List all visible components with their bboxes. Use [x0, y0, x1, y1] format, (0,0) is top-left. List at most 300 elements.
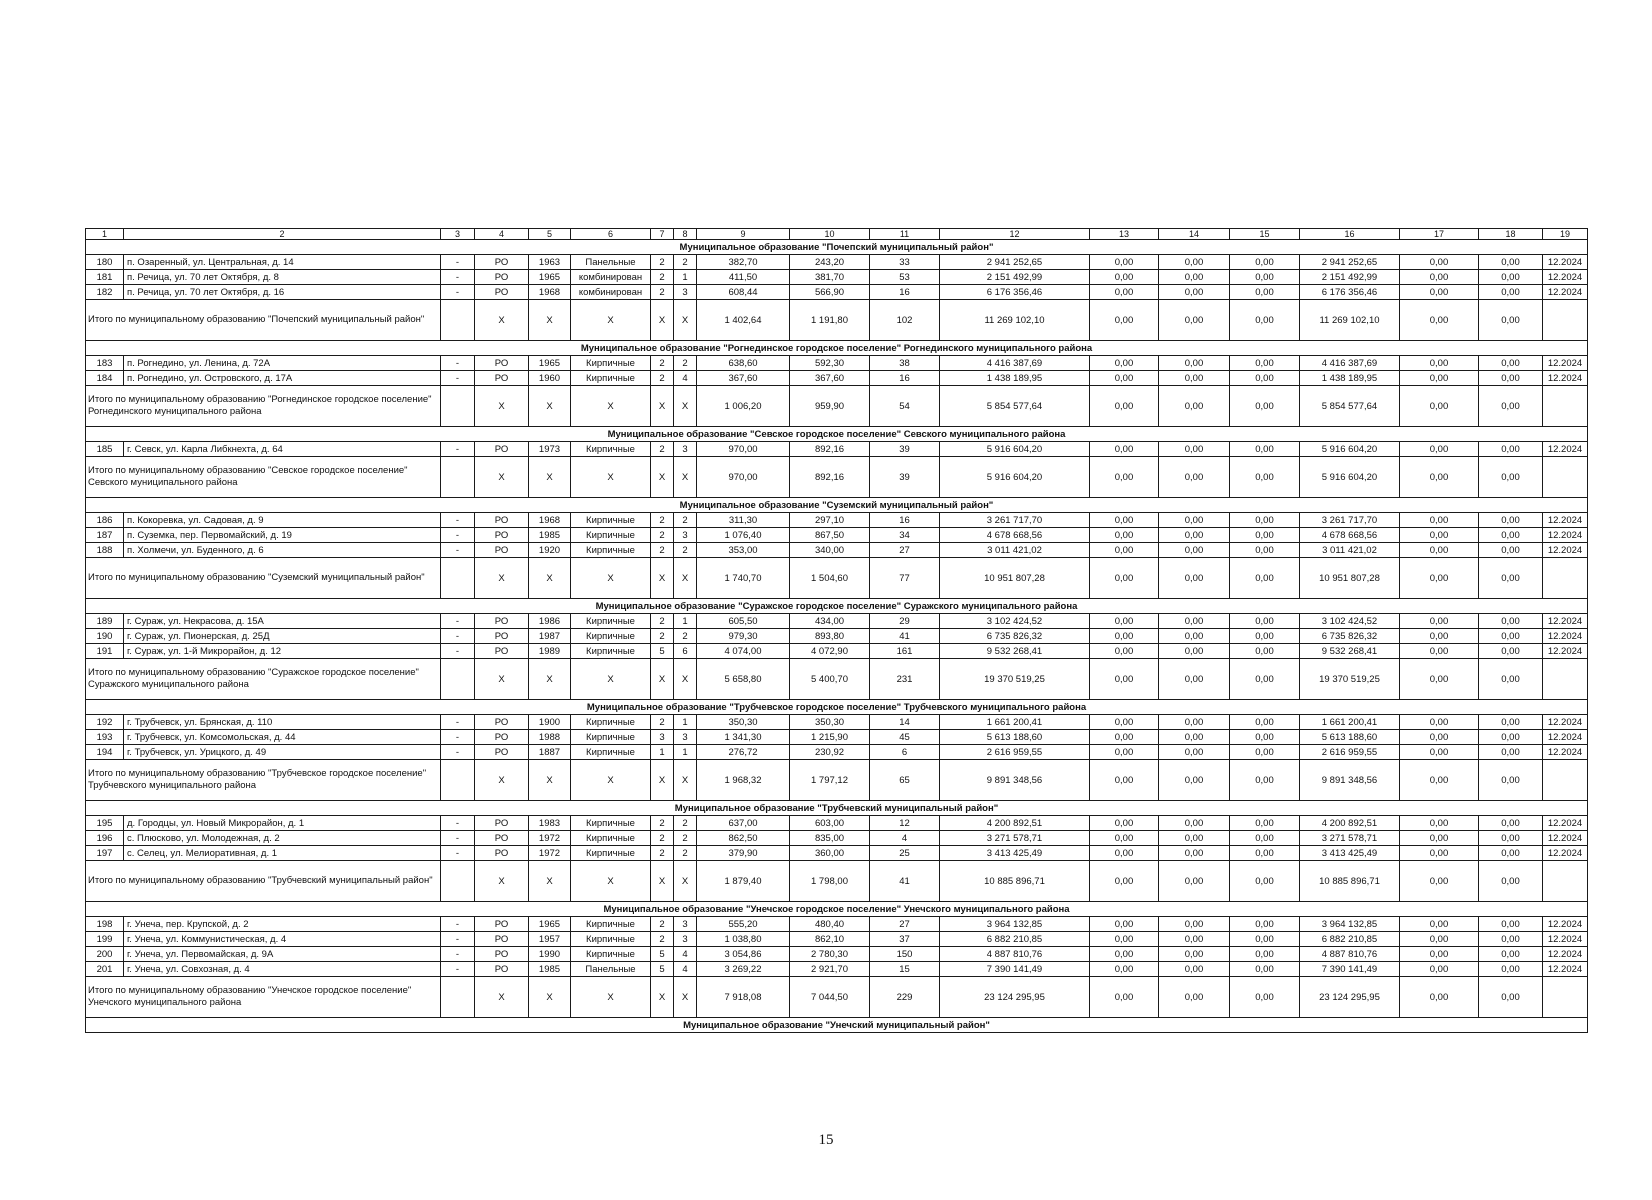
table-cell: -	[441, 528, 475, 543]
table-cell: 893,80	[790, 629, 870, 644]
total-cell: 5 916 604,20	[1300, 457, 1400, 498]
table-row	[86, 356, 1588, 371]
table-cell: Панельные	[571, 255, 651, 270]
address-cell: г. Сураж, ул. 1-й Микрорайон, д. 12	[124, 644, 441, 659]
total-cell: 0,00	[1479, 760, 1543, 801]
table-cell: 637,00	[697, 816, 790, 831]
total-cell: X	[571, 760, 651, 801]
total-cell: X	[529, 977, 571, 1018]
table-cell: 0,00	[1479, 543, 1543, 558]
column-number: 7	[651, 229, 674, 240]
total-cell: X	[529, 457, 571, 498]
total-cell: X	[475, 760, 529, 801]
table-cell: 311,30	[697, 513, 790, 528]
municipality-total-row	[86, 300, 1588, 341]
table-cell: 2 616 959,55	[940, 745, 1090, 760]
table-cell: 1968	[529, 285, 571, 300]
table-cell: 0,00	[1159, 629, 1230, 644]
total-cell: 0,00	[1230, 457, 1300, 498]
table-cell: 350,30	[697, 715, 790, 730]
table-cell: 12.2024	[1543, 932, 1588, 947]
table-cell: РО	[475, 932, 529, 947]
table-row	[86, 644, 1588, 659]
table-cell: 2	[674, 255, 697, 270]
table-cell: Кирпичные	[571, 932, 651, 947]
table-cell: РО	[475, 255, 529, 270]
address-cell: г. Трубчевск, ул. Брянская, д. 110	[124, 715, 441, 730]
table-cell: 14	[870, 715, 940, 730]
table-cell: 0,00	[1479, 270, 1543, 285]
table-cell: 0,00	[1400, 513, 1479, 528]
table-cell: 2	[651, 285, 674, 300]
total-cell	[1543, 300, 1588, 341]
total-cell: 970,00	[697, 457, 790, 498]
total-cell: 0,00	[1159, 558, 1230, 599]
table-cell: 3	[674, 932, 697, 947]
column-number: 14	[1159, 229, 1230, 240]
table-cell: 3	[674, 442, 697, 457]
table-cell: 1	[674, 745, 697, 760]
address-cell: с. Селец, ул. Мелиоративная, д. 1	[124, 846, 441, 861]
municipality-header-row	[86, 498, 1588, 513]
table-cell: 0,00	[1400, 356, 1479, 371]
table-cell: 360,00	[790, 846, 870, 861]
table-cell: 0,00	[1400, 528, 1479, 543]
address-cell: п. Холмечи, ул. Буденного, д. 6	[124, 543, 441, 558]
table-cell: 867,50	[790, 528, 870, 543]
table-cell: 37	[870, 932, 940, 947]
table-cell: 0,00	[1479, 629, 1543, 644]
table-cell: 2	[651, 255, 674, 270]
total-cell	[1543, 861, 1588, 902]
table-cell: 2	[651, 543, 674, 558]
total-cell: 1 191,80	[790, 300, 870, 341]
table-cell: 3 261 717,70	[1300, 513, 1400, 528]
municipality-header-row	[86, 700, 1588, 715]
table-cell: 480,40	[790, 917, 870, 932]
table-cell: 0,00	[1159, 644, 1230, 659]
table-cell: -	[441, 371, 475, 386]
address-cell: г. Унеча, пер. Крупской, д. 2	[124, 917, 441, 932]
municipality-title: Муниципальное образование "Суземский муниципальный район"	[86, 498, 1588, 513]
table-cell: 2 151 492,99	[940, 270, 1090, 285]
table-cell: 2	[651, 831, 674, 846]
table-cell: 0,00	[1090, 371, 1159, 386]
table-cell: -	[441, 513, 475, 528]
total-cell: 0,00	[1479, 659, 1543, 700]
table-cell: Кирпичные	[571, 947, 651, 962]
table-cell: 1983	[529, 816, 571, 831]
table-cell: 2	[651, 917, 674, 932]
table-cell: 1965	[529, 356, 571, 371]
table-cell: -	[441, 917, 475, 932]
table-cell: 0,00	[1479, 846, 1543, 861]
table-cell: 0,00	[1159, 270, 1230, 285]
table-cell: 0,00	[1159, 513, 1230, 528]
table-cell: 0,00	[1400, 644, 1479, 659]
table-cell: 192	[86, 715, 124, 730]
total-cell: 0,00	[1400, 386, 1479, 427]
total-cell: X	[674, 977, 697, 1018]
column-number: 10	[790, 229, 870, 240]
table-cell: 353,00	[697, 543, 790, 558]
table-row	[86, 715, 1588, 730]
table-cell: 0,00	[1400, 831, 1479, 846]
table-cell: 1972	[529, 846, 571, 861]
total-cell: 892,16	[790, 457, 870, 498]
table-cell: 0,00	[1230, 932, 1300, 947]
municipality-total-row	[86, 760, 1588, 801]
table-cell: 0,00	[1159, 614, 1230, 629]
table-cell: РО	[475, 715, 529, 730]
table-cell: 892,16	[790, 442, 870, 457]
table-cell: 230,92	[790, 745, 870, 760]
table-cell: 1957	[529, 932, 571, 947]
total-cell: X	[674, 558, 697, 599]
total-cell	[441, 977, 475, 1018]
table-cell: Кирпичные	[571, 629, 651, 644]
table-cell: 1	[674, 715, 697, 730]
table-cell: 1	[674, 614, 697, 629]
table-cell: 411,50	[697, 270, 790, 285]
table-cell: 3	[674, 730, 697, 745]
table-cell: 4 200 892,51	[1300, 816, 1400, 831]
table-cell: 2	[674, 846, 697, 861]
municipality-total-row	[86, 659, 1588, 700]
table-cell: 2 941 252,65	[940, 255, 1090, 270]
table-cell: -	[441, 629, 475, 644]
table-cell: 4 678 668,56	[940, 528, 1090, 543]
column-number: 3	[441, 229, 475, 240]
table-cell: 188	[86, 543, 124, 558]
table-row	[86, 371, 1588, 386]
municipality-total-row	[86, 558, 1588, 599]
table-cell: 9 532 268,41	[1300, 644, 1400, 659]
total-cell: X	[475, 386, 529, 427]
total-cell: X	[529, 300, 571, 341]
table-cell: 0,00	[1159, 947, 1230, 962]
total-cell: 1 006,20	[697, 386, 790, 427]
address-cell: г. Сураж, ул. Пионерская, д. 25Д	[124, 629, 441, 644]
table-cell: 0,00	[1230, 356, 1300, 371]
total-cell: 0,00	[1230, 659, 1300, 700]
table-cell: 382,70	[697, 255, 790, 270]
total-cell: 0,00	[1159, 457, 1230, 498]
table-cell: 970,00	[697, 442, 790, 457]
table-row	[86, 255, 1588, 270]
table-cell: -	[441, 543, 475, 558]
table-cell: 276,72	[697, 745, 790, 760]
table-cell: 189	[86, 614, 124, 629]
table-cell: 1 341,30	[697, 730, 790, 745]
table-cell: 1985	[529, 962, 571, 977]
table-cell: 0,00	[1479, 730, 1543, 745]
table-cell: 297,10	[790, 513, 870, 528]
total-label: Итого по муниципальному образованию "Почепский муниципальный район"	[86, 300, 441, 341]
total-cell: 0,00	[1159, 386, 1230, 427]
table-cell: 0,00	[1400, 285, 1479, 300]
table-cell: 1965	[529, 270, 571, 285]
table-cell: 12	[870, 816, 940, 831]
table-cell: 0,00	[1479, 371, 1543, 386]
total-cell: 41	[870, 861, 940, 902]
table-cell: 12.2024	[1543, 831, 1588, 846]
table-cell: 0,00	[1479, 745, 1543, 760]
table-cell: 16	[870, 513, 940, 528]
table-cell: 0,00	[1400, 846, 1479, 861]
table-cell: 1973	[529, 442, 571, 457]
table-cell: 12.2024	[1543, 629, 1588, 644]
municipality-header-row	[86, 240, 1588, 255]
table-cell: -	[441, 745, 475, 760]
table-cell: 2	[651, 614, 674, 629]
table-cell: 187	[86, 528, 124, 543]
table-cell: 0,00	[1230, 270, 1300, 285]
municipality-title: Муниципальное образование "Почепский муниципальный район"	[86, 240, 1588, 255]
table-cell: 184	[86, 371, 124, 386]
total-cell	[1543, 457, 1588, 498]
table-cell: -	[441, 715, 475, 730]
table-cell: Кирпичные	[571, 846, 651, 861]
table-cell: -	[441, 816, 475, 831]
table-cell: 16	[870, 371, 940, 386]
table-cell: 1	[651, 745, 674, 760]
table-cell: 2	[651, 356, 674, 371]
table-cell: -	[441, 831, 475, 846]
table-cell: 603,00	[790, 816, 870, 831]
table-cell: 5 916 604,20	[940, 442, 1090, 457]
table-cell: 12.2024	[1543, 917, 1588, 932]
table-cell: Кирпичные	[571, 715, 651, 730]
table-cell: 1 438 189,95	[940, 371, 1090, 386]
total-cell: 39	[870, 457, 940, 498]
table-cell: 6 176 356,46	[940, 285, 1090, 300]
total-cell	[441, 300, 475, 341]
table-cell: 0,00	[1479, 442, 1543, 457]
total-cell: X	[674, 457, 697, 498]
address-cell: г. Трубчевск, ул. Комсомольская, д. 44	[124, 730, 441, 745]
table-cell: РО	[475, 629, 529, 644]
total-cell	[1543, 558, 1588, 599]
table-cell: 0,00	[1230, 255, 1300, 270]
table-cell: РО	[475, 371, 529, 386]
total-cell: 231	[870, 659, 940, 700]
total-cell: 0,00	[1400, 659, 1479, 700]
total-cell: 1 402,64	[697, 300, 790, 341]
total-cell: 0,00	[1230, 386, 1300, 427]
table-cell: 0,00	[1230, 715, 1300, 730]
total-cell: X	[529, 659, 571, 700]
total-cell: 7 044,50	[790, 977, 870, 1018]
municipality-title: Муниципальное образование "Унечский муниципальный район"	[86, 1018, 1588, 1033]
table-cell: 0,00	[1090, 629, 1159, 644]
table-cell: 3 011 421,02	[940, 543, 1090, 558]
table-cell: -	[441, 255, 475, 270]
column-number: 15	[1230, 229, 1300, 240]
table-cell: 0,00	[1090, 846, 1159, 861]
total-cell: X	[571, 977, 651, 1018]
table-cell: 0,00	[1090, 513, 1159, 528]
table-cell: 5 916 604,20	[1300, 442, 1400, 457]
municipality-total-row	[86, 386, 1588, 427]
total-cell: 0,00	[1230, 558, 1300, 599]
register-sheet	[85, 228, 1587, 1033]
table-cell: 0,00	[1479, 644, 1543, 659]
table-cell: 0,00	[1479, 528, 1543, 543]
municipality-total-row	[86, 861, 1588, 902]
table-cell: Кирпичные	[571, 831, 651, 846]
table-row	[86, 831, 1588, 846]
table-cell: 200	[86, 947, 124, 962]
table-cell: 1 076,40	[697, 528, 790, 543]
table-cell: 27	[870, 543, 940, 558]
table-cell: 12.2024	[1543, 816, 1588, 831]
municipality-title: Муниципальное образование "Севское городское поселение" Севского муниципального района	[86, 427, 1588, 442]
total-cell: X	[571, 659, 651, 700]
table-cell: Кирпичные	[571, 614, 651, 629]
table-cell: 379,90	[697, 846, 790, 861]
total-label: Итого по муниципальному образованию "Суземский муниципальный район"	[86, 558, 441, 599]
total-cell: 0,00	[1400, 558, 1479, 599]
table-cell: 1 038,80	[697, 932, 790, 947]
column-number-row	[86, 229, 1588, 240]
total-label: Итого по муниципальному образованию "Рогнединское городское поселение" Рогнединского муниципального района	[86, 386, 441, 427]
total-cell: 0,00	[1479, 977, 1543, 1018]
municipality-header-row	[86, 341, 1588, 356]
total-cell: 0,00	[1090, 386, 1159, 427]
total-cell	[1543, 760, 1588, 801]
table-row	[86, 846, 1588, 861]
total-cell: 1 798,00	[790, 861, 870, 902]
address-cell: п. Суземка, пер. Первомайский, д. 19	[124, 528, 441, 543]
table-cell: 1968	[529, 513, 571, 528]
total-cell: X	[475, 659, 529, 700]
table-cell: 2	[651, 629, 674, 644]
table-row	[86, 947, 1588, 962]
total-cell: 11 269 102,10	[1300, 300, 1400, 341]
table-cell: 12.2024	[1543, 371, 1588, 386]
table-cell: 0,00	[1400, 962, 1479, 977]
total-cell: X	[674, 659, 697, 700]
table-cell: 6 176 356,46	[1300, 285, 1400, 300]
table-cell: 1986	[529, 614, 571, 629]
address-cell: с. Плюсково, ул. Молодежная, д. 2	[124, 831, 441, 846]
table-cell: 182	[86, 285, 124, 300]
address-cell: п. Кокоревка, ул. Садовая, д. 9	[124, 513, 441, 528]
table-cell: 0,00	[1090, 270, 1159, 285]
table-cell: РО	[475, 442, 529, 457]
total-cell: X	[651, 760, 674, 801]
table-cell: 1920	[529, 543, 571, 558]
table-cell: 3 102 424,52	[940, 614, 1090, 629]
municipality-title: Муниципальное образование "Трубчевское городское поселение" Трубчевского муниципального района	[86, 700, 1588, 715]
municipality-title: Муниципальное образование "Трубчевский муниципальный район"	[86, 801, 1588, 816]
table-cell: 45	[870, 730, 940, 745]
table-cell: 0,00	[1230, 513, 1300, 528]
address-cell: п. Речица, ул. 70 лет Октября, д. 8	[124, 270, 441, 285]
table-cell: 39	[870, 442, 940, 457]
table-cell: РО	[475, 831, 529, 846]
table-cell: РО	[475, 730, 529, 745]
total-cell: 0,00	[1230, 300, 1300, 341]
table-cell: 0,00	[1159, 917, 1230, 932]
table-cell: 367,60	[790, 371, 870, 386]
table-cell: 15	[870, 962, 940, 977]
total-cell: X	[651, 659, 674, 700]
table-cell: 181	[86, 270, 124, 285]
table-row	[86, 442, 1588, 457]
table-cell: 3	[674, 285, 697, 300]
table-cell: Кирпичные	[571, 730, 651, 745]
table-cell: -	[441, 932, 475, 947]
table-cell: 0,00	[1400, 745, 1479, 760]
total-cell: 0,00	[1479, 457, 1543, 498]
column-number: 4	[475, 229, 529, 240]
table-cell: 3 269,22	[697, 962, 790, 977]
total-cell	[441, 659, 475, 700]
table-cell: 1 215,90	[790, 730, 870, 745]
table-cell: 0,00	[1159, 255, 1230, 270]
table-cell: 0,00	[1230, 543, 1300, 558]
table-cell: 2	[651, 932, 674, 947]
table-cell: 0,00	[1159, 932, 1230, 947]
table-cell: 29	[870, 614, 940, 629]
table-cell: 1989	[529, 644, 571, 659]
address-cell: г. Трубчевск, ул. Урицкого, д. 49	[124, 745, 441, 760]
table-cell: РО	[475, 543, 529, 558]
total-cell: X	[529, 386, 571, 427]
total-cell: 23 124 295,95	[1300, 977, 1400, 1018]
table-cell: 0,00	[1090, 255, 1159, 270]
table-cell: 4	[674, 947, 697, 962]
table-cell: 0,00	[1400, 947, 1479, 962]
table-cell: 27	[870, 917, 940, 932]
total-cell: 5 400,70	[790, 659, 870, 700]
total-cell: X	[651, 558, 674, 599]
table-cell: 555,20	[697, 917, 790, 932]
table-cell: 38	[870, 356, 940, 371]
table-cell: 2	[674, 356, 697, 371]
total-cell: 0,00	[1090, 760, 1159, 801]
table-cell: 4	[674, 962, 697, 977]
total-cell: 1 504,60	[790, 558, 870, 599]
table-row	[86, 629, 1588, 644]
table-row	[86, 543, 1588, 558]
table-cell: 3 964 132,85	[1300, 917, 1400, 932]
municipality-title: Муниципальное образование "Рогнединское городское поселение" Рогнединского муниципального района	[86, 341, 1588, 356]
table-cell: 197	[86, 846, 124, 861]
total-cell: X	[674, 760, 697, 801]
table-cell: 3 011 421,02	[1300, 543, 1400, 558]
total-cell: X	[475, 300, 529, 341]
table-cell: 4 074,00	[697, 644, 790, 659]
table-cell: РО	[475, 816, 529, 831]
total-cell	[441, 386, 475, 427]
total-cell: 0,00	[1090, 457, 1159, 498]
address-cell: п. Озаренный, ул. Центральная, д. 14	[124, 255, 441, 270]
table-cell: 0,00	[1400, 270, 1479, 285]
table-cell: 41	[870, 629, 940, 644]
table-cell: 53	[870, 270, 940, 285]
table-cell: 186	[86, 513, 124, 528]
table-cell: 0,00	[1479, 285, 1543, 300]
total-cell: X	[571, 558, 651, 599]
table-cell: -	[441, 270, 475, 285]
housing-register-table	[85, 228, 1588, 1033]
table-cell: Кирпичные	[571, 513, 651, 528]
municipality-header-row	[86, 427, 1588, 442]
total-cell: 102	[870, 300, 940, 341]
